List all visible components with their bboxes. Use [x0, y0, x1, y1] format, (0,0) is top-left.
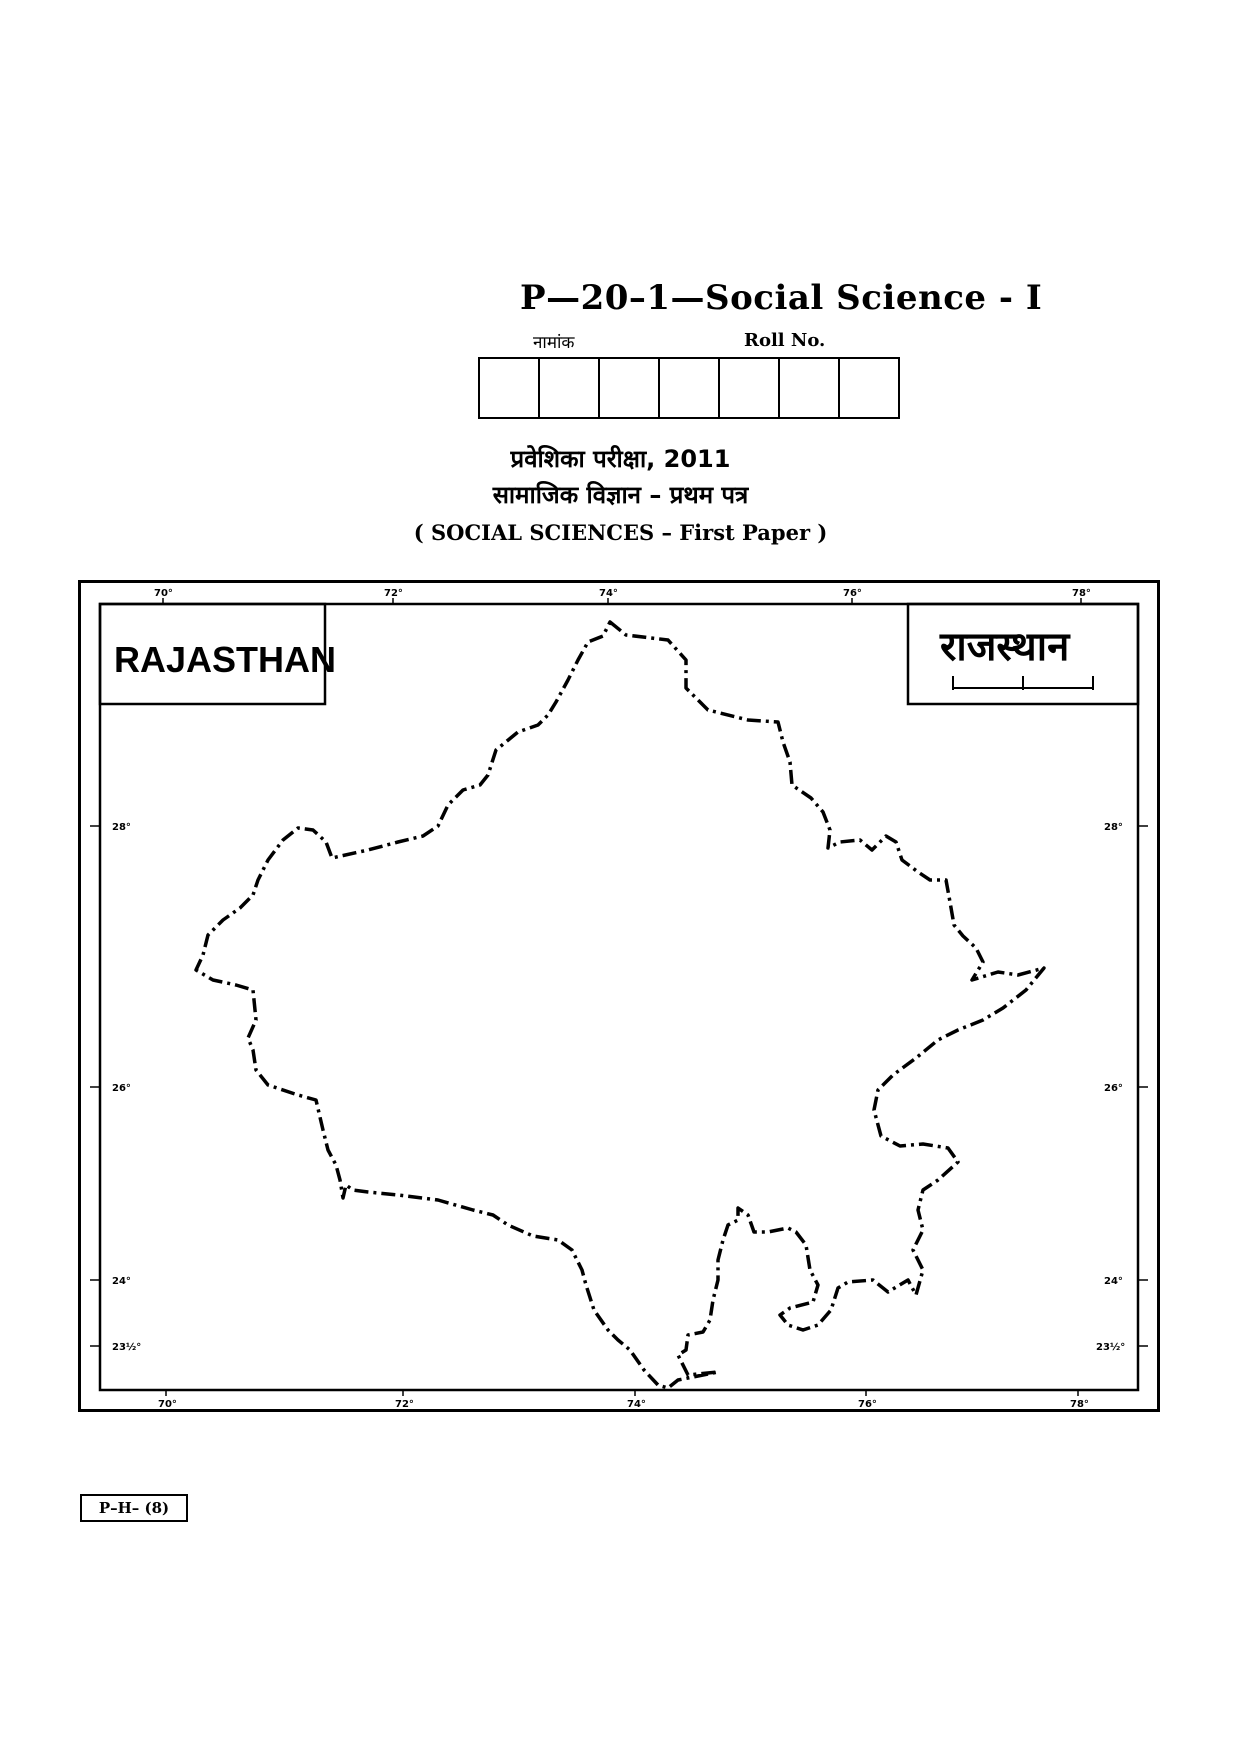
roll-digit-box[interactable]	[600, 359, 660, 417]
tick-label-right: 24°	[1104, 1276, 1123, 1287]
roll-digit-box[interactable]	[660, 359, 720, 417]
tick-label-bottom: 72°	[395, 1399, 414, 1410]
tick-label-right: 23½°	[1096, 1342, 1126, 1353]
latitude-ticks-left	[90, 822, 141, 1353]
exam-title: प्रवेशिका परीक्षा, 2011	[510, 445, 731, 473]
roll-label-hindi: नामांक	[533, 333, 575, 353]
tick-label-bottom: 78°	[1070, 1399, 1089, 1410]
roll-label-english: Roll No.	[744, 330, 826, 351]
map-inner-frame	[100, 604, 1138, 1390]
tick-label-right: 28°	[1104, 822, 1123, 833]
tick-label-top: 78°	[1072, 588, 1091, 599]
map-label-hindi: राजस्थान	[940, 624, 1070, 670]
map-label-english: RAJASTHAN	[114, 639, 337, 680]
roll-digit-box[interactable]	[540, 359, 600, 417]
exam-subject-english: ( SOCIAL SCIENCES – First Paper )	[413, 520, 828, 545]
tick-label-bottom: 76°	[858, 1399, 877, 1410]
rajasthan-outline-map	[78, 580, 1160, 1412]
scale-bar	[953, 676, 1093, 690]
longitude-ticks-top	[154, 588, 1091, 604]
tick-label-top: 70°	[154, 588, 173, 599]
tick-label-right: 26°	[1104, 1083, 1123, 1094]
tick-label-left: 28°	[112, 822, 131, 833]
tick-label-bottom: 74°	[627, 1399, 646, 1410]
roll-digit-box[interactable]	[720, 359, 780, 417]
tick-label-left: 23½°	[112, 1342, 142, 1353]
paper-code: P—20–1—Social Science - I	[520, 278, 1043, 318]
tick-label-top: 76°	[843, 588, 862, 599]
tick-label-top: 72°	[384, 588, 403, 599]
tick-label-bottom: 70°	[158, 1399, 177, 1410]
roll-digit-box[interactable]	[780, 359, 840, 417]
tick-label-left: 26°	[112, 1083, 131, 1094]
exam-subject-hindi: सामाजिक विज्ञान – प्रथम पत्र	[492, 481, 749, 509]
roll-digit-box[interactable]	[480, 359, 540, 417]
latitude-ticks-right	[1096, 822, 1148, 1353]
roll-number-boxes	[478, 357, 900, 419]
roll-digit-box[interactable]	[840, 359, 898, 417]
state-boundary	[196, 622, 1044, 1388]
tick-label-top: 74°	[599, 588, 618, 599]
longitude-ticks-bottom	[158, 1390, 1089, 1410]
tick-label-left: 24°	[112, 1276, 131, 1287]
footer-page-code: P–H– (8)	[80, 1494, 188, 1522]
